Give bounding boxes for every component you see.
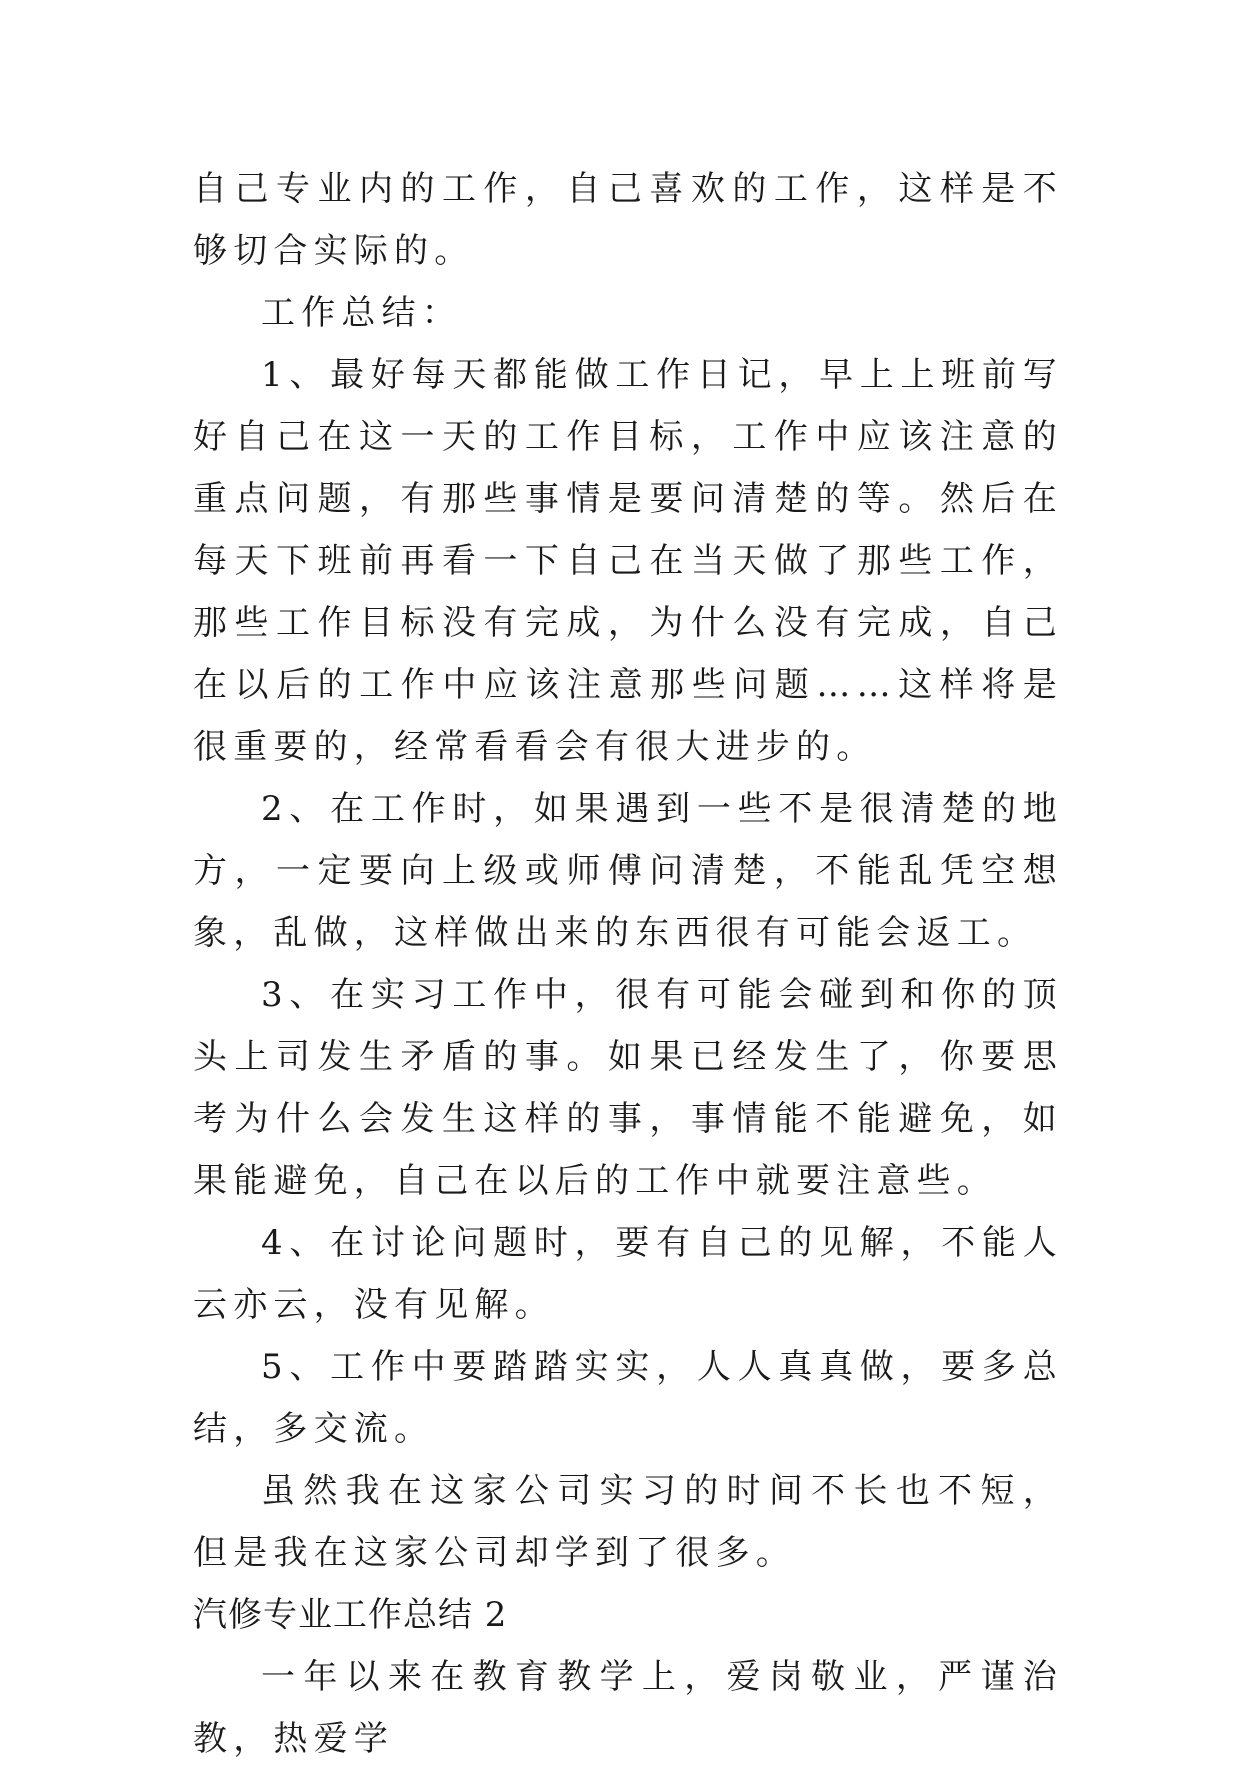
paragraph-continuation: 自己专业内的工作，自己喜欢的工作，这样是不够切合实际的。	[193, 169, 1063, 271]
paragraph-item-2: 2、在工作时，如果遇到一些不是很清楚的地方，一定要向上级或师傅问清楚，不能乱凭空想象，乱做，这样做出来的东西很有可能会返工。	[193, 789, 1063, 953]
paragraph-item-1: 1、最好每天都能做工作日记，早上上班前写好自己在这一天的工作目标，工作中应该注意的重点问题，有那些事情是要问清楚的等。然后在每天下班前再看一下自己在当天做了那些工作，那些工作目标没有完成，为什么没有完成，自己在以后的工作中应该注意那些问题……这样将是很重要的，经常看看会有很大进步的。	[193, 355, 1063, 767]
paragraph-item-5: 5、工作中要踏踏实实，人人真真做，要多总结，多交流。	[193, 1347, 1063, 1449]
paragraph-next-section: 一年以来在教育教学上，爱岗敬业，严谨治教，热爱学	[193, 1657, 1063, 1759]
paragraph-item-4: 4、在讨论问题时，要有自己的见解，不能人云亦云，没有见解。	[193, 1223, 1063, 1325]
paragraph-summary-title: 工作总结：	[261, 293, 462, 333]
paragraph-conclusion: 虽然我在这家公司实习的时间不长也不短，但是我在这家公司却学到了很多。	[193, 1471, 1063, 1573]
paragraph-item-3: 3、在实习工作中，很有可能会碰到和你的顶头上司发生矛盾的事。如果已经发生了，你要思考为什么会发生这样的事，事情能不能避免，如果能避免，自己在以后的工作中就要注意些。	[193, 975, 1063, 1201]
section-heading: 汽修专业工作总结 2	[193, 1595, 508, 1635]
document-page	[193, 158, 1063, 1770]
